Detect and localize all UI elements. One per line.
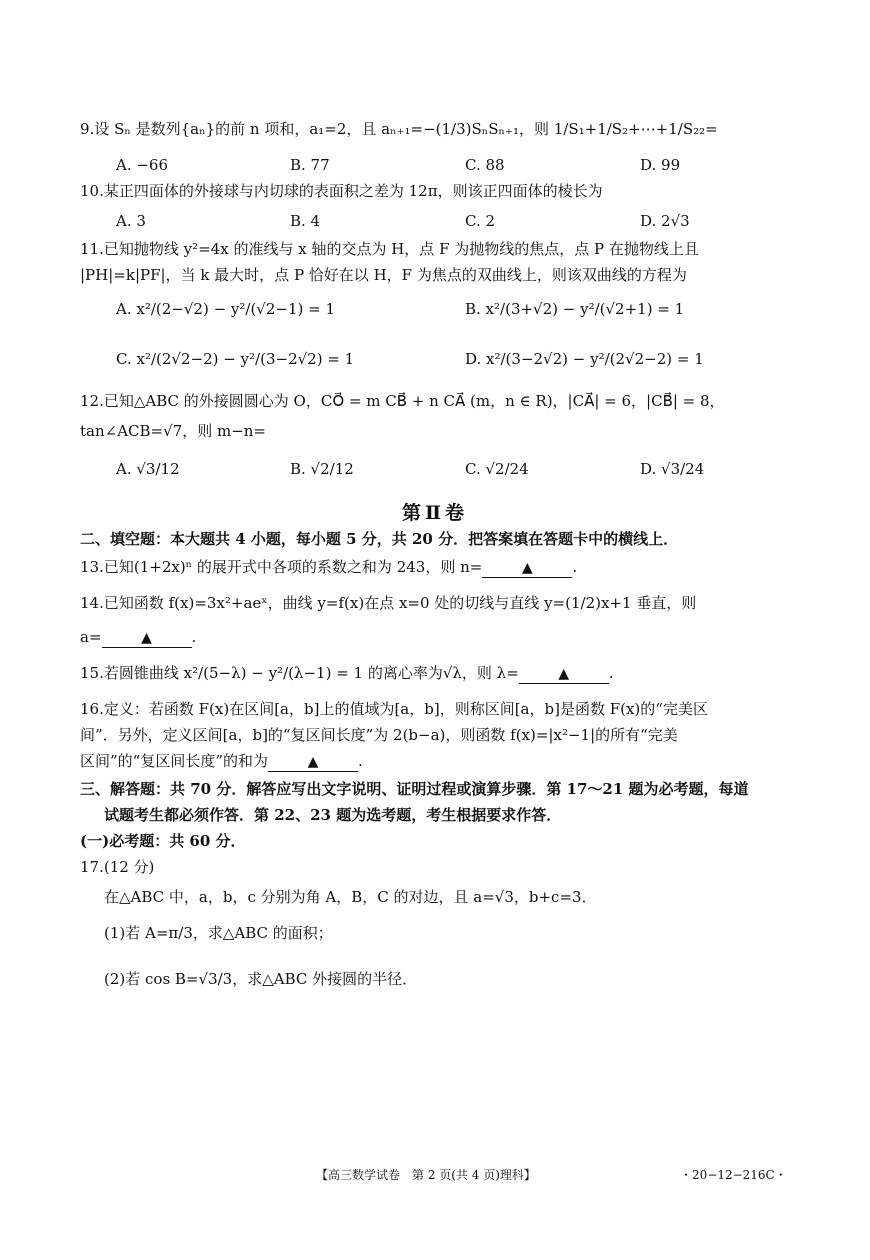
q14-line1: 14.已知函数 f(x)=3x²+aeˣ，曲线 y=f(x)在点 x=0 处的切线与直线 y=(1/2)x+1 垂直，则 [80, 594, 697, 612]
q9-stem: 9.设 Sₙ 是数列{aₙ}的前 n 项和，a₁=2，且 aₙ₊₁=−(1/3)SₙSₙ₊₁，则 1/S₁+1/S₂+⋯+1/S₂₂= [80, 120, 718, 138]
q9-option-c: C. 88 [465, 156, 505, 174]
section-title: 第Ⅱ卷 [401, 502, 468, 524]
part2-header: 二、填空题：本大题共 4 小题，每小题 5 分，共 20 分．把答案填在答题卡中的横线上． [80, 530, 679, 548]
q14-end: . [191, 628, 197, 646]
footer-code: ・20−12−216C・ [680, 1168, 787, 1182]
q17-sub1: (1)若 A=π/3，求△ABC 的面积； [104, 924, 333, 942]
q10-option-b: B. 4 [290, 212, 321, 230]
q13-answer-blank: ▲ [482, 559, 572, 578]
q10-option-c: C. 2 [465, 212, 496, 230]
q10-option-d: D. 2√3 [640, 212, 690, 230]
q16-text: 区间”的“复区间长度”的和为 [80, 752, 269, 770]
q12-stem-line2: tan∠ACB=√7，则 m−n= [80, 422, 266, 440]
q11-option-d: D. x²/(3−2√2) − y²/(2√2−2) = 1 [465, 350, 704, 368]
q11-option-c: C. x²/(2√2−2) − y²/(3−2√2) = 1 [116, 350, 355, 368]
q9-option-d: D. 99 [640, 156, 681, 174]
q14-answer-blank: ▲ [102, 629, 192, 648]
q11-option-b: B. x²/(3+√2) − y²/(√2+1) = 1 [465, 300, 685, 318]
q11-stem-line2: |PH|=k|PF|，当 k 最大时，点 P 恰好在以 H，F 为焦点的双曲线上，则该双曲线的方程为 [80, 266, 687, 284]
q16-end: . [358, 752, 363, 770]
q10-stem: 10.某正四面体的外接球与内切球的表面积之差为 12π，则该正四面体的棱长为 [80, 182, 603, 200]
q11-option-a: A. x²/(2−√2) − y²/(√2−1) = 1 [116, 300, 336, 318]
q17-head: 17.(12 分) [80, 858, 155, 876]
q9-option-b: B. 77 [290, 156, 330, 174]
q12-option-a: A. √3/12 [116, 460, 180, 478]
q12-option-b: B. √2/12 [290, 460, 354, 478]
q16-line1: 16.定义：若函数 F(x)在区间[a，b]上的值域为[a，b]，则称区间[a，b]是函数 F(x)的“完美区 [80, 700, 708, 718]
q15 [80, 662, 614, 684]
q13-end: . [572, 558, 578, 576]
q9-option-a: A. −66 [116, 156, 169, 174]
q13 [80, 556, 577, 578]
required-header: (一)必考题：共 60 分． [80, 832, 246, 850]
q14-line2 [80, 626, 196, 648]
q16-line3 [80, 750, 363, 772]
q12-option-d: D. √3/24 [640, 460, 705, 478]
q17-body: 在△ABC 中，a，b，c 分别为角 A，B，C 的对边，且 a=√3，b+c=3． [104, 888, 597, 906]
q12-stem-line1: 12.已知△ABC 的外接圆圆心为 O，CO⃗ = m CB⃗ + n CA⃗ (m，n ∈ R)，|CA⃗| = 6，|CB⃗| = 8， [80, 392, 725, 410]
q11-stem-line1: 11.已知抛物线 y²=4x 的准线与 x 轴的交点为 H，点 F 为抛物线的焦点，点 P 在抛物线上且 [80, 240, 699, 258]
footer-page-info: 【高三数学试卷 第 2 页(共 4 页)理科】 [316, 1168, 536, 1182]
q14-prefix: a= [80, 628, 102, 646]
q17-sub2: (2)若 cos B=√3/3，求△ABC 外接圆的半径． [104, 970, 418, 988]
q10-option-a: A. 3 [116, 212, 146, 230]
part3-header-line1: 三、解答题：共 70 分．解答应写出文字说明、证明过程或演算步骤．第 17～21 题为必考题，每道 [80, 780, 749, 798]
q12-option-c: C. √2/24 [465, 460, 529, 478]
q15-answer-blank: ▲ [519, 665, 609, 684]
part3-header-line2: 试题考生都必须作答．第 22、23 题为选考题，考生根据要求作答． [104, 806, 562, 824]
q16-answer-blank: ▲ [268, 753, 358, 772]
q15-end: . [608, 664, 614, 682]
q13-text: 13.已知(1+2x)ⁿ 的展开式中各项的系数之和为 243，则 n= [80, 558, 483, 576]
q16-line2: 间”．另外，定义区间[a，b]的“复区间长度”为 2(b−a)，则函数 f(x)=|x²−1|的所有“完美 [80, 726, 678, 744]
q15-text: 15.若圆锥曲线 x²/(5−λ) − y²/(λ−1) = 1 的离心率为√λ，则 λ= [80, 664, 519, 682]
